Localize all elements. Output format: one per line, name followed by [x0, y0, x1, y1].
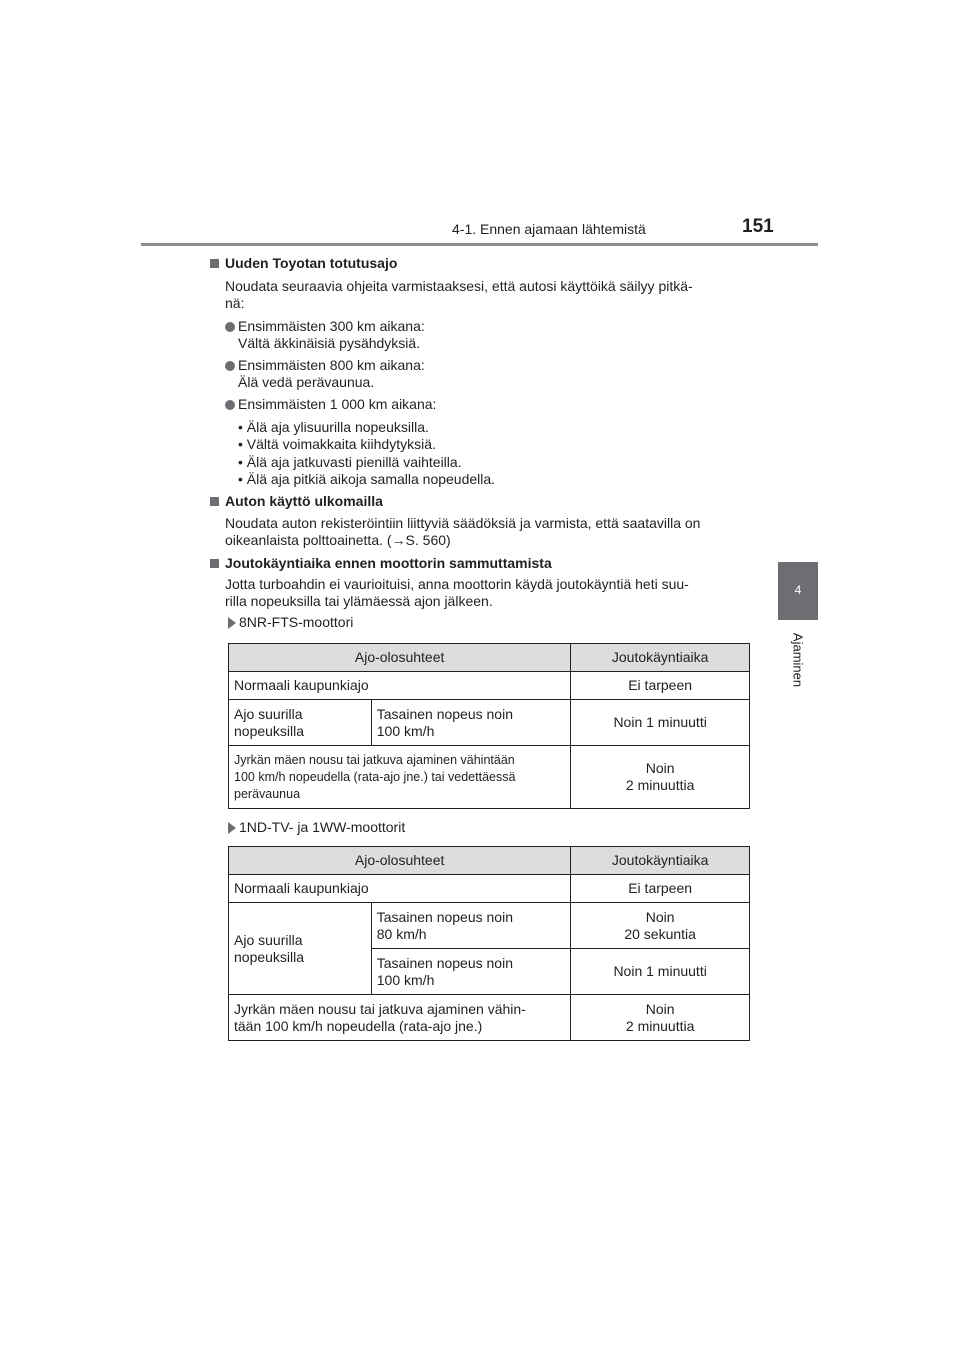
- abroad-line-2: oikeanlaista polttoainetta. (→S. 560): [225, 532, 451, 548]
- table-cell-line: Tasainen nopeus noin: [376, 705, 513, 722]
- table-cell-sub-condition: [371, 700, 571, 746]
- breakin-sub-item-4: • Älä aja pitkiä aikoja samalla nopeudella.: [238, 471, 496, 487]
- table-cell-line: 2 minuuttia: [625, 777, 695, 793]
- table-cell-condition: [229, 700, 372, 746]
- round-bullet-icon: [225, 361, 235, 371]
- table-cell-line: 80 km/h: [376, 925, 427, 942]
- section-heading-idling: Joutokäyntiaika ennen moottorin sammuttamista: [225, 555, 552, 571]
- table-cell-line: Ajo suurilla: [234, 931, 303, 948]
- table-cell-sub-condition: [371, 949, 571, 995]
- table-cell-idle-time: [571, 746, 750, 809]
- table-header-conditions: Ajo-olosuhteet: [229, 847, 571, 875]
- table-header-row: [229, 847, 750, 875]
- table-row: [229, 903, 750, 949]
- breakin-bullet-2-line-2: Älä vedä perävaunua.: [238, 374, 375, 390]
- breakin-bullet-3-line-1: Ensimmäisten 1 000 km aikana:: [238, 396, 437, 412]
- breakin-intro-line-1: Noudata seuraavia ohjeita varmistaaksesi, että autosi käyttöikä säilyy pitkä-: [225, 278, 693, 294]
- section-square-bullet-icon: [210, 559, 219, 568]
- table-row: [229, 700, 750, 746]
- table-cell-line: Jyrkän mäen nousu tai jatkuva ajaminen vähin-: [234, 1000, 526, 1017]
- breakin-sub-item-2: • Vältä voimakkaita kiihdytyksiä.: [238, 436, 436, 452]
- table-row: [229, 875, 750, 903]
- table-header-conditions: Ajo-olosuhteet: [229, 644, 571, 672]
- table-cell-line: tään 100 km/h nopeudella (rata-ajo jne.): [234, 1017, 483, 1034]
- table-header-idle-time: Joutokäyntiaika: [571, 644, 750, 672]
- table-header-idle-time: Joutokäyntiaika: [571, 847, 750, 875]
- table-row: [229, 746, 750, 809]
- table-cell-line: 20 sekuntia: [624, 925, 696, 942]
- chapter-tab-number: 4: [794, 583, 802, 597]
- table2-engine-label: 1ND-TV- ja 1WW-moottorit: [239, 819, 406, 835]
- table-header-row: [229, 644, 750, 672]
- table-cell-idle-time: Ei tarpeen: [571, 672, 750, 700]
- breakin-intro-line-2: nä:: [225, 295, 245, 311]
- breakin-bullet-2-line-1: Ensimmäisten 800 km aikana:: [238, 357, 425, 373]
- breakin-sub-item-1: • Älä aja ylisuurilla nopeuksilla.: [238, 419, 429, 435]
- section-square-bullet-icon: [210, 259, 219, 268]
- table-cell-line: Noin: [645, 760, 675, 776]
- table-row: [229, 672, 750, 700]
- abroad-line-1: Noudata auton rekisteröintiin liittyviä säädöksiä ja varmista, että saatavilla on: [225, 515, 701, 531]
- table-cell-line: Tasainen nopeus noin: [376, 908, 513, 925]
- table-cell-idle-time: Noin 1 minuutti: [571, 700, 750, 746]
- breakin-bullet-1-line-1: Ensimmäisten 300 km aikana:: [238, 318, 425, 334]
- chapter-tab: [778, 562, 818, 620]
- idle-time-table-8nr: [228, 643, 750, 809]
- page-number: 151: [742, 216, 774, 237]
- idling-line-2: rilla nopeuksilla tai ylämäessä ajon jälkeen.: [225, 593, 493, 609]
- header-rule: [141, 243, 818, 246]
- idle-time-table-1nd-1ww: [228, 846, 750, 1041]
- triangle-bullet-icon: [228, 617, 236, 629]
- table-cell-idle-time: Noin 1 minuutti: [571, 949, 750, 995]
- round-bullet-icon: [225, 400, 235, 410]
- table-cell-condition: Normaali kaupunkiajo: [229, 672, 571, 700]
- table-cell-condition: [229, 903, 372, 995]
- table-cell-line: perävaunua: [234, 786, 301, 801]
- table-cell-line: 100 km/h nopeudella (rata-ajo jne.) tai vedettäessä: [234, 769, 516, 784]
- section-square-bullet-icon: [210, 497, 219, 506]
- section-heading-abroad: Auton käyttö ulkomailla: [225, 493, 383, 509]
- triangle-bullet-icon: [228, 822, 236, 834]
- table-cell-line: Tasainen nopeus noin: [376, 954, 513, 971]
- table-cell-idle-time: [571, 995, 750, 1041]
- table-cell-line: nopeuksilla: [234, 948, 305, 965]
- table-cell-line: 100 km/h: [376, 971, 435, 988]
- table-cell-idle-time: [571, 903, 750, 949]
- table-cell-idle-time: Ei tarpeen: [571, 875, 750, 903]
- table-cell-condition: [229, 746, 571, 809]
- table-cell-condition: Normaali kaupunkiajo: [229, 875, 571, 903]
- table-row: [229, 995, 750, 1041]
- table-cell-line: Jyrkän mäen nousu tai jatkuva ajaminen vähintään: [234, 752, 515, 767]
- header-section-title: 4-1. Ennen ajamaan lähtemistä: [452, 221, 646, 237]
- table-cell-line: 100 km/h: [376, 722, 435, 739]
- section-heading-breakin: Uuden Toyotan totutusajo: [225, 255, 398, 271]
- table-cell-line: 2 minuuttia: [625, 1017, 695, 1034]
- idling-line-1: Jotta turboahdin ei vaurioituisi, anna moottorin käydä joutokäyntiä heti suu-: [225, 576, 689, 592]
- breakin-sub-item-3: • Älä aja jatkuvasti pienillä vaihteilla.: [238, 454, 462, 470]
- chapter-tab-label: Ajaminen: [790, 632, 806, 688]
- table-cell-line: Ajo suurilla: [234, 705, 303, 722]
- table-cell-line: Noin: [645, 1000, 675, 1017]
- round-bullet-icon: [225, 322, 235, 332]
- table-cell-line: nopeuksilla: [234, 722, 305, 739]
- table-cell-sub-condition: [371, 903, 571, 949]
- table-cell-condition: [229, 995, 571, 1041]
- breakin-bullet-1-line-2: Vältä äkkinäisiä pysähdyksiä.: [238, 335, 421, 351]
- table-cell-line: Noin: [645, 908, 675, 925]
- table1-engine-label: 8NR-FTS-moottori: [239, 614, 354, 630]
